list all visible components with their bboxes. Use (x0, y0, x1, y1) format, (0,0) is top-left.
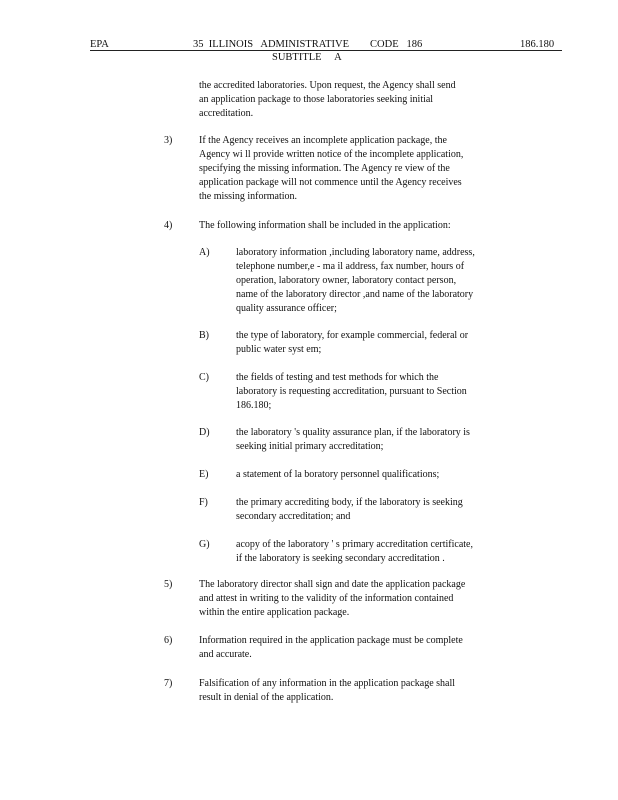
subitem-text: the fields of testing and test methods for which the laboratory is requesting accreditation, pursuant to Section 186.180; (236, 372, 467, 411)
subitem-text: the laboratory 's quality assurance plan, if the laboratory is seeking initial primary accreditation; (236, 427, 470, 452)
item-number: 3) (164, 135, 173, 146)
subitem-text: the type of laboratory, for example commercial, federal or public water syst em; (236, 330, 469, 355)
item-text: If the Agency receives an incomplete application package, the Agency wi ll provide written notice of the incomplete application, specifying the missing information. The Agency re view of the application package will not commence until the Agency receives the missing information. (199, 135, 464, 202)
item-number: 5) (164, 579, 173, 590)
header-section-number: 186.180 (520, 39, 555, 50)
item-text: The laboratory director shall sign and date the application package and attest in writing to the validity of the information contained within the entire application package. (199, 579, 466, 618)
header-agency: EPA (90, 39, 109, 50)
subitem-text: laboratory information ,including laboratory name, address, telephone number,e - ma il address, fax number, hours of operation, laboratory owner, laboratory contact person, name of the laboratory director ,and name of the laboratory quality assurance officer; (236, 247, 475, 314)
subitem-letter: G) (199, 539, 210, 550)
subitem-letter: E) (199, 469, 209, 480)
item-text: Information required in the application package must be complete and accurate. (199, 635, 463, 660)
subitem-letter: C) (199, 372, 209, 383)
item-number: 7) (164, 678, 173, 689)
header-subtitle: SUBTITLE A (272, 52, 342, 63)
subitem-letter: F) (199, 497, 208, 508)
header-code-title: 35 ILLINOIS ADMINISTRATIVE CODE 186 (193, 39, 423, 50)
item-text: Falsification of any information in the application package shall result in denial of the application. (199, 678, 456, 703)
intro-paragraph: the accredited laboratories. Upon request, the Agency shall send an application package to those laboratories seeking initial accreditation. (199, 80, 456, 119)
subitem-text: a statement of la boratory personnel qualifications; (236, 469, 440, 480)
subitem-text: acopy of the laboratory ' s primary accreditation certificate, if the laboratory is seeking secondary accreditation . (236, 539, 473, 564)
subitem-letter: D) (199, 427, 210, 438)
subitem-letter: A) (199, 247, 210, 258)
item-number: 6) (164, 635, 173, 646)
item-number: 4) (164, 220, 173, 231)
item-text: The following information shall be included in the application: (199, 220, 451, 231)
subitem-text: the primary accrediting body, if the laboratory is seeking secondary accreditation; and (236, 497, 463, 522)
subitem-letter: B) (199, 330, 209, 341)
